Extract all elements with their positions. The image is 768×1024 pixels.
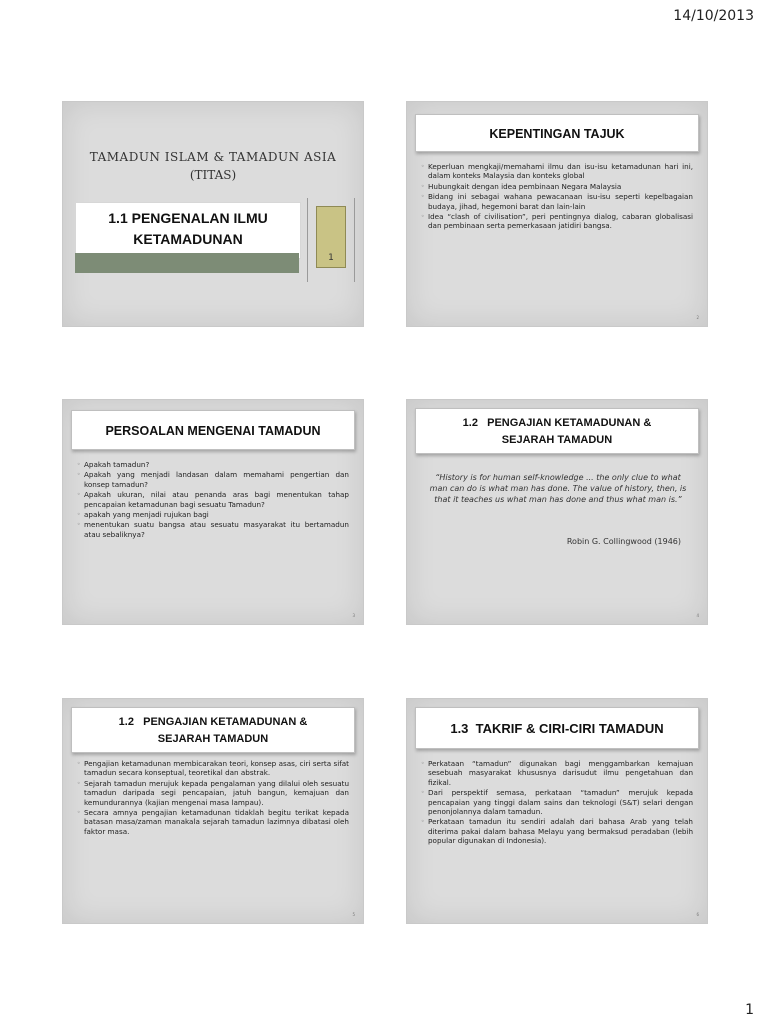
list-item: ◦ Pengajian ketamadunan membicarakan teori, konsep asas, ciri serta sifat tamadun secara konseptual, teoretikal dan abstrak. bbox=[77, 759, 349, 778]
slide-6 bbox=[406, 698, 708, 924]
list-item: ◦ Perkataan tamadun itu sendiri adalah dari bahasa Arab yang telah diterima pakai dalam bahasa Melayu yang bermaksud peradaban (lebih popular digunakan di Indonesia). bbox=[421, 817, 693, 845]
slide-2-number: 2 bbox=[696, 315, 699, 320]
slide-4-quote: “History is for human self-knowledge ... the only clue to what man can do is what man has done. The value of history, then, is that it teaches us what man has done and thus what man is.” bbox=[429, 473, 687, 504]
slide-6-number: 6 bbox=[696, 912, 699, 917]
print-date: 14/10/2013 bbox=[673, 8, 754, 24]
slide-3-number: 3 bbox=[352, 613, 355, 618]
decorative-green-bar bbox=[75, 253, 299, 273]
slide-1-number: 1 bbox=[328, 253, 334, 263]
list-item: ◦ Bidang ini sebagai wahana pewacanaan isu-isu seperti kepelbagaian budaya, jihad, hegemoni barat dan lain-lain bbox=[421, 192, 693, 211]
slide-6-bullets bbox=[421, 759, 693, 847]
slide-4-title-line2: SEJARAH TAMADUN bbox=[501, 434, 613, 446]
page-number: 1 bbox=[745, 1002, 754, 1018]
slide-2 bbox=[406, 101, 708, 327]
slide-5-number: 5 bbox=[352, 912, 355, 917]
divider-line bbox=[354, 198, 355, 282]
slide-2-bullets bbox=[421, 162, 693, 232]
slide-1-title-abbrev: (TITAS) bbox=[189, 168, 237, 182]
list-item: ◦ Dari perspektif semasa, perkataan “tamadun” merujuk kepada pencapaian yang tinggi dalam sains dan teknologi (S&T) selari dengan penonjolannya dalam tamadun. bbox=[421, 788, 693, 816]
list-item: ◦ apakah yang menjadi rujukan bagi bbox=[77, 510, 349, 519]
slide-3-title: PERSOALAN MENGENAI TAMADUN bbox=[71, 410, 355, 450]
list-item: ◦ Secara amnya pengajian ketamadunan tidaklah begitu terikat kepada batasan masa/zaman manakala sejarah tamadun lazimnya dibatasi oleh faktor masa. bbox=[77, 808, 349, 836]
list-item: ◦ Apakah yang menjadi landasan dalam memahami pengertian dan konsep tamadun? bbox=[77, 470, 349, 489]
slide-5-title-line1: 1.2 PENGAJIAN KETAMADUNAN & bbox=[118, 716, 308, 728]
slide-5-title-line2: SEJARAH TAMADUN bbox=[157, 733, 269, 745]
slide-1-subtitle-box bbox=[75, 202, 301, 259]
list-item: ◦ Sejarah tamadun merujuk kepada pengalaman yang dilalui oleh sesuatu tamadun daripada segi pencapaian, jatuh bangun, kemajuan dan kemundurannya (kajian mengenai masa lampau). bbox=[77, 779, 349, 807]
slide-1 bbox=[62, 101, 364, 327]
slide-1-subtitle-line1: 1.1 PENGENALAN ILMU bbox=[108, 210, 268, 226]
slide-1-subtitle-line2: KETAMADUNAN bbox=[133, 231, 243, 247]
slide-number-block bbox=[316, 206, 346, 268]
list-item: ◦ Idea “clash of civilisation”, peri pentingnya dialog, cabaran globalisasi dan pembinaan serta pemerkasaan jatidiri bangsa. bbox=[421, 212, 693, 231]
slide-4-quote-author: Robin G. Collingwood (1946) bbox=[566, 537, 681, 546]
slide-5-bullets bbox=[77, 759, 349, 837]
slide-6-title: 1.3 TAKRIF & CIRI-CIRI TAMADUN bbox=[415, 707, 699, 749]
slide-2-title: KEPENTINGAN TAJUK bbox=[415, 114, 699, 152]
list-item: ◦ Hubungkait dengan idea pembinaan Negara Malaysia bbox=[421, 182, 693, 191]
slide-1-title: TAMADUN ISLAM & TAMADUN ASIA bbox=[89, 150, 337, 164]
list-item: ◦ Keperluan mengkaji/memahami ilmu dan isu-isu ketamadunan hari ini, dalam konteks Malaysia dan konteks global bbox=[421, 162, 693, 181]
slide-4-title bbox=[415, 408, 699, 454]
list-item: ◦ Apakah tamadun? bbox=[77, 460, 349, 469]
slide-4 bbox=[406, 399, 708, 625]
list-item: ◦ Perkataan “tamadun” digunakan bagi menggambarkan kemajuan sesebuah masyarakat khususnya darisudut ilmu pengetahuan dan fizikal. bbox=[421, 759, 693, 787]
slide-5 bbox=[62, 698, 364, 924]
slide-3-bullets bbox=[77, 460, 349, 540]
slide-4-number: 4 bbox=[696, 613, 699, 618]
slide-4-title-line1: 1.2 PENGAJIAN KETAMADUNAN & bbox=[462, 417, 652, 429]
slide-3 bbox=[62, 399, 364, 625]
list-item: ◦ Apakah ukuran, nilai atau penanda aras bagi menentukan tahap pencapaian ketamadunan bagi sesuatu Tamadun? bbox=[77, 490, 349, 509]
list-item: ◦ menentukan suatu bangsa atau sesuatu masyarakat itu bertamadun atau sebaliknya? bbox=[77, 520, 349, 539]
divider-line bbox=[307, 198, 308, 282]
slide-5-title bbox=[71, 707, 355, 753]
